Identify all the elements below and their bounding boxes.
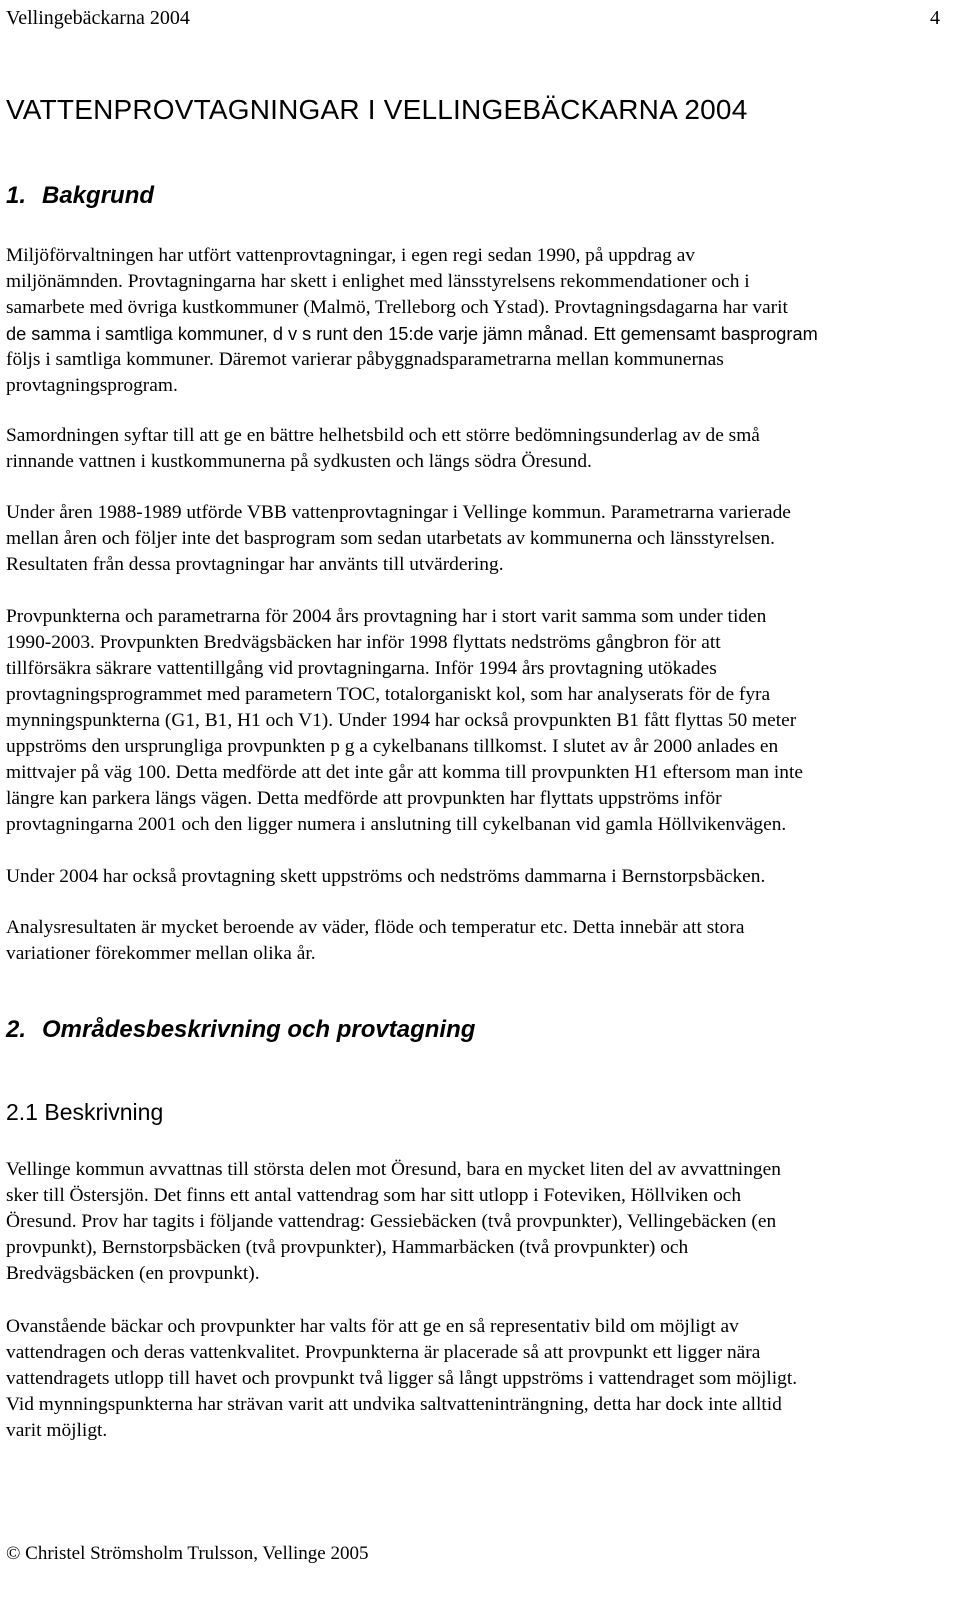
- running-header: [6, 6, 940, 30]
- paragraph-line: tillförsäkra säkrare vattentillgång vid provtagningarna. Inför 1994 års provtagning utökades: [6, 658, 717, 679]
- footer-copyright: © Christel Strömsholm Trulsson, Vellinge 2005: [6, 1543, 369, 1564]
- section-title: Områdesbeskrivning och provtagning: [42, 1016, 476, 1043]
- paragraph-line: provtagningsprogram.: [6, 375, 178, 396]
- paragraph-line: provtagningsprogrammet med parametern TOC, totalorganiskt kol, som har analyserats för de fyra: [6, 684, 771, 705]
- paragraph-line: mellan åren och följer inte det basprogram som sedan utarbetats av kommunerna och länsstyrelsen.: [6, 528, 775, 549]
- header-title: Vellingebäckarna 2004: [6, 7, 190, 29]
- page-number: 4: [930, 7, 940, 29]
- paragraph-line: Miljöförvaltningen har utfört vattenprovtagningar, i egen regi sedan 1990, på uppdrag av: [6, 245, 696, 266]
- section-number: 1.: [6, 182, 27, 209]
- paragraph-line: sker till Östersjön. Det finns ett antal vattendrag som har sitt utlopp i Foteviken, Höllviken och: [6, 1185, 742, 1206]
- paragraph-line: Samordningen syftar till att ge en bättre helhetsbild och ett större bedömningsunderlag av de små: [6, 425, 760, 446]
- section-heading-omradesbeskrivning: [6, 1014, 475, 1046]
- paragraph-bakgrund-3: [6, 500, 946, 578]
- paragraph-line: miljönämnden. Provtagningarna har skett i enlighet med länsstyrelsens rekommendationer och i: [6, 271, 750, 292]
- section-heading-bakgrund: [6, 180, 154, 212]
- paragraph-bakgrund-4: [6, 604, 946, 838]
- paragraph-line: Provpunkterna och parametrarna för 2004 års provtagning har i stort varit samma som under tiden: [6, 606, 767, 627]
- paragraph-line: Analysresultaten är mycket beroende av väder, flöde och temperatur etc. Detta innebär att stora: [6, 917, 745, 938]
- paragraph-line: Ovanstående bäckar och provpunkter har valts för att ge en så representativ bild om möjligt av: [6, 1316, 739, 1337]
- paragraph-line: Under åren 1988-1989 utförde VBB vattenprovtagningar i Vellinge kommun. Parametrarna varierade: [6, 502, 791, 523]
- paragraph-line: vattendragen och deras vattenkvalitet. Provpunkterna är placerade så att provpunkt ett ligger nära: [6, 1342, 761, 1363]
- paragraph-line: variationer förekommer mellan olika år.: [6, 943, 316, 964]
- paragraph-bakgrund-5: [6, 864, 946, 890]
- paragraph-line: följs i samtliga kommuner. Däremot varierar påbyggnadsparametrarna mellan kommunernas: [6, 349, 724, 370]
- paragraph-line: mittvajer på väg 100. Detta medförde att det inte går att komma till provpunkten H1 eftersom man inte: [6, 762, 803, 783]
- paragraph-line: Under 2004 har också provtagning skett uppströms och nedströms dammarna i Bernstorpsbäcken.: [6, 866, 766, 887]
- section-number: 2.: [6, 1016, 27, 1043]
- paragraph-line: vattendragets utlopp till havet och provpunkt två ligger så långt uppströms i vattendraget som möjligt.: [6, 1368, 798, 1389]
- paragraph-line: längre kan parkera längs vägen. Detta medförde att provpunkten har flyttats uppströms inför: [6, 788, 722, 809]
- paragraph-line: 1990-2003. Provpunkten Bredvägsbäcken har inför 1998 flyttats nedströms gångbron för att: [6, 632, 721, 653]
- section-title: Bakgrund: [42, 182, 155, 209]
- paragraph-line: provtagningarna 2001 och den ligger numera i anslutning till cykelbanan vid gamla Höllvikenvägen.: [6, 814, 787, 835]
- paragraph-line: mynningspunkterna (G1, B1, H1 och V1). Under 1994 har också provpunkten B1 fått flyttas 50 meter: [6, 710, 797, 731]
- paragraph-line: provpunkt), Bernstorpsbäcken (två provpunkter), Hammarbäcken (två provpunkter) och: [6, 1237, 689, 1258]
- paragraph-bakgrund-1: [6, 243, 946, 399]
- paragraph-line: varit möjligt.: [6, 1420, 108, 1441]
- paragraph-line: de samma i samtliga kommuner, d v s runt den 15:de varje jämn månad. Ett gemensamt basprogram: [6, 324, 818, 344]
- paragraph-bakgrund-6: [6, 915, 946, 967]
- paragraph-line: Resultaten från dessa provtagningar har använts till utvärdering.: [6, 554, 504, 575]
- subsection-heading-beskrivning: 2.1 Beskrivning: [6, 1099, 164, 1125]
- paragraph-line: Vellinge kommun avvattnas till största delen mot Öresund, bara en mycket liten del av avvattningen: [6, 1159, 781, 1180]
- paragraph-beskrivning-2: [6, 1314, 946, 1444]
- paragraph-line: samarbete med övriga kustkommuner (Malmö, Trelleborg och Ystad). Provtagningsdagarna har varit: [6, 297, 788, 318]
- paragraph-line: Bredvägsbäcken (en provpunkt).: [6, 1263, 260, 1284]
- document-title: VATTENPROVTAGNINGAR I VELLINGEBÄCKARNA 2004: [6, 94, 748, 125]
- paragraph-line: rinnande vattnen i kustkommunerna på sydkusten och längs södra Öresund.: [6, 451, 592, 472]
- paragraph-line: uppströms den ursprungliga provpunkten p g a cykelbanans tillkomst. I slutet av år 2000 anlades en: [6, 736, 779, 757]
- paragraph-bakgrund-2: [6, 423, 946, 475]
- paragraph-line: Vid mynningspunkterna har strävan varit att undvika saltvatteninträngning, detta har dock inte alltid: [6, 1394, 782, 1415]
- paragraph-beskrivning-1: [6, 1157, 946, 1287]
- paragraph-line: Öresund. Prov har tagits i följande vattendrag: Gessiebäcken (två provpunkter), Vellingebäcken (en: [6, 1211, 777, 1232]
